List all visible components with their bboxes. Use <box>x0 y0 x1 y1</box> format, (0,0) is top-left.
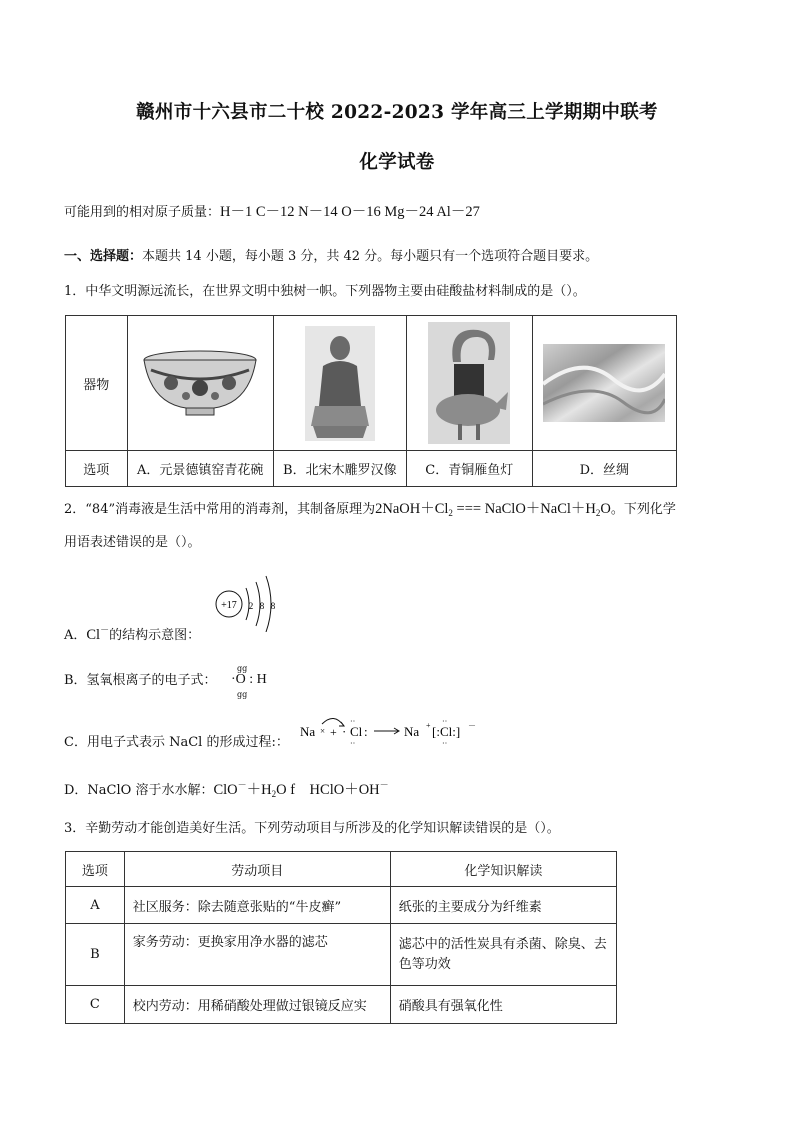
svg-text::: : <box>364 724 368 739</box>
q1-row1-label: 器物 <box>66 316 128 451</box>
table-row <box>66 986 617 1024</box>
q2-eq-left: 2NaOH＋Cl <box>375 501 449 517</box>
q2-eq-sub: 2 <box>448 508 453 518</box>
q2-opt-a-charge: － <box>100 626 110 636</box>
porcelain-bowl-image <box>141 348 259 418</box>
na-atom-label: Na <box>300 724 316 739</box>
q2-stem-b: 。下列化学 <box>610 502 676 517</box>
nucleus-label: +17 <box>221 600 237 611</box>
cl-atom-label: Cl <box>350 724 363 739</box>
q2-opt-d-charge1: － <box>237 780 247 790</box>
section1-heading <box>64 248 598 266</box>
bronze-lamp-image <box>428 322 510 444</box>
q2-eq-right: NaClO＋NaCl＋H <box>484 501 596 517</box>
cl-ion-bracket: [:Cl:] <box>432 724 461 739</box>
q3-row-a-knowledge: 纸张的主要成分为纤维素 <box>390 887 616 924</box>
q2-eq-tail: O <box>600 501 611 517</box>
q1-option-b: B．北宋木雕罗汉像 <box>273 451 406 487</box>
svg-text:··: ·· <box>350 717 356 726</box>
q3-header-task: 劳动项目 <box>124 852 390 887</box>
q2-option-c: C．用电子式表示 NaCl 的形成过程:： <box>64 735 289 750</box>
svg-text:··: ·· <box>442 739 448 748</box>
q3-header-knowledge: 化学知识解读 <box>390 852 616 887</box>
svg-text:··: ·· <box>350 739 356 748</box>
q1-option-d: D．丝绸 <box>532 451 676 487</box>
q1-stem: 1．中华文明源远流长，在世界文明中独树一帜。下列器物主要由硅酸盐材料制成的是（）。 <box>64 284 586 299</box>
na-ion-charge: + <box>426 721 431 730</box>
exam-subject: 化学试卷 <box>359 152 435 173</box>
wooden-statue-image <box>305 326 375 441</box>
q3-row-c-option: C <box>66 986 125 1024</box>
q2-opt-d-text: D．NaClO 溶于水水解： <box>64 783 214 798</box>
oh-dots-bottom: gg <box>237 690 248 699</box>
q2-option-a <box>64 622 200 645</box>
svg-text:··: ·· <box>442 717 448 726</box>
q2-stem-c: 用语表述错误的是（）。 <box>64 535 201 550</box>
nacl-formation-diagram <box>298 712 478 748</box>
q1-row2-label: 选项 <box>66 451 128 487</box>
cl-ion-charge: － <box>468 721 476 730</box>
svg-text:+: + <box>330 725 337 739</box>
atomic-mass-prefix: 可能用到的相对原子质量： <box>64 205 221 220</box>
svg-text:×: × <box>320 726 326 736</box>
atomic-mass-line <box>64 203 480 222</box>
oh-formula: ·O : H <box>231 672 267 687</box>
section1-title: 一、选择题： <box>64 249 143 264</box>
q3-row-a-option: A <box>66 887 125 924</box>
q2-stem-line1 <box>64 500 676 522</box>
q1-image-statue <box>273 316 406 451</box>
q1-option-a: A．元景德镇窑青花碗 <box>127 451 273 487</box>
atomic-mass-values: H－1 C－12 N－14 O－16 Mg－24 Al－27 <box>220 204 480 220</box>
oh-dots-top: gg <box>237 664 248 673</box>
q1-image-lamp <box>406 316 532 451</box>
q2-opt-d-clo: ClO <box>213 782 238 798</box>
q1-image-silk <box>532 316 676 451</box>
q3-row-c-task: 校内劳动：用稀硝酸处理做过银镜反应实 <box>124 986 390 1024</box>
q3-stem: 3．辛勤劳动才能创造美好生活。下列劳动项目与所涉及的化学知识解读错误的是（）。 <box>64 821 560 836</box>
q3-row-a-task: 社区服务：除去随意张贴的“牛皮癣” <box>124 887 390 924</box>
silk-image <box>543 344 665 422</box>
q2-option-d <box>64 776 389 803</box>
shell-1-electrons: 2 <box>248 601 254 611</box>
table-row <box>66 924 617 986</box>
svg-text:·: · <box>342 724 347 739</box>
q1-option-c: C．青铜雁鱼灯 <box>406 451 532 487</box>
q2-opt-d-charge2: － <box>379 780 389 790</box>
q2-opt-d-h: ＋H <box>246 782 272 798</box>
q3-row-c-knowledge: 硝酸具有强氧化性 <box>390 986 616 1024</box>
shell-2-electrons: 8 <box>259 601 265 611</box>
q2-opt-d-equation <box>213 782 388 798</box>
q2-opt-d-sub: 2 <box>271 789 277 799</box>
q1-image-bowl <box>127 316 273 451</box>
q3-row-b-knowledge: 滤芯中的活性炭具有杀菌、除臭、去色等功效 <box>390 924 616 986</box>
q1-table <box>65 315 677 487</box>
q2-opt-a-text: 的结构示意图： <box>109 628 201 643</box>
shell-3-electrons: 8 <box>270 601 276 611</box>
q2-equation <box>375 501 611 517</box>
q3-header-option: 选项 <box>66 852 125 887</box>
q2-opt-d-products: O f HClO＋OH <box>276 782 380 798</box>
na-ion-label: Na <box>404 724 420 739</box>
q3-row-b-task: 家务劳动：更换家用净水器的滤芯 <box>124 924 390 986</box>
q2-opt-a-ion: Cl <box>86 627 101 643</box>
q3-row-b-option: B <box>66 924 125 986</box>
q2-opt-b-text: B．氢氧根离子的电子式： <box>64 673 217 688</box>
section1-desc: 本题共 14 小题，每小题 3 分，共 42 分。每小题只有一个选项符合题目要求。 <box>142 249 599 264</box>
q2-stem-a: 2．“84”消毒液是生活中常用的消毒剂，其制备原理为 <box>64 502 376 517</box>
q2-eq-sub2: 2 <box>595 508 601 518</box>
q3-table <box>65 851 617 1024</box>
q2-option-b <box>64 672 217 690</box>
cl-ion-structure-diagram <box>212 570 292 632</box>
table-row <box>66 887 617 924</box>
q2-eq-arrow: === <box>456 501 482 517</box>
q2-opt-a-prefix: A． <box>64 628 87 643</box>
exam-title: 赣州市十六县市二十校 2022-2023 学年高三上学期期中联考 <box>136 102 658 123</box>
